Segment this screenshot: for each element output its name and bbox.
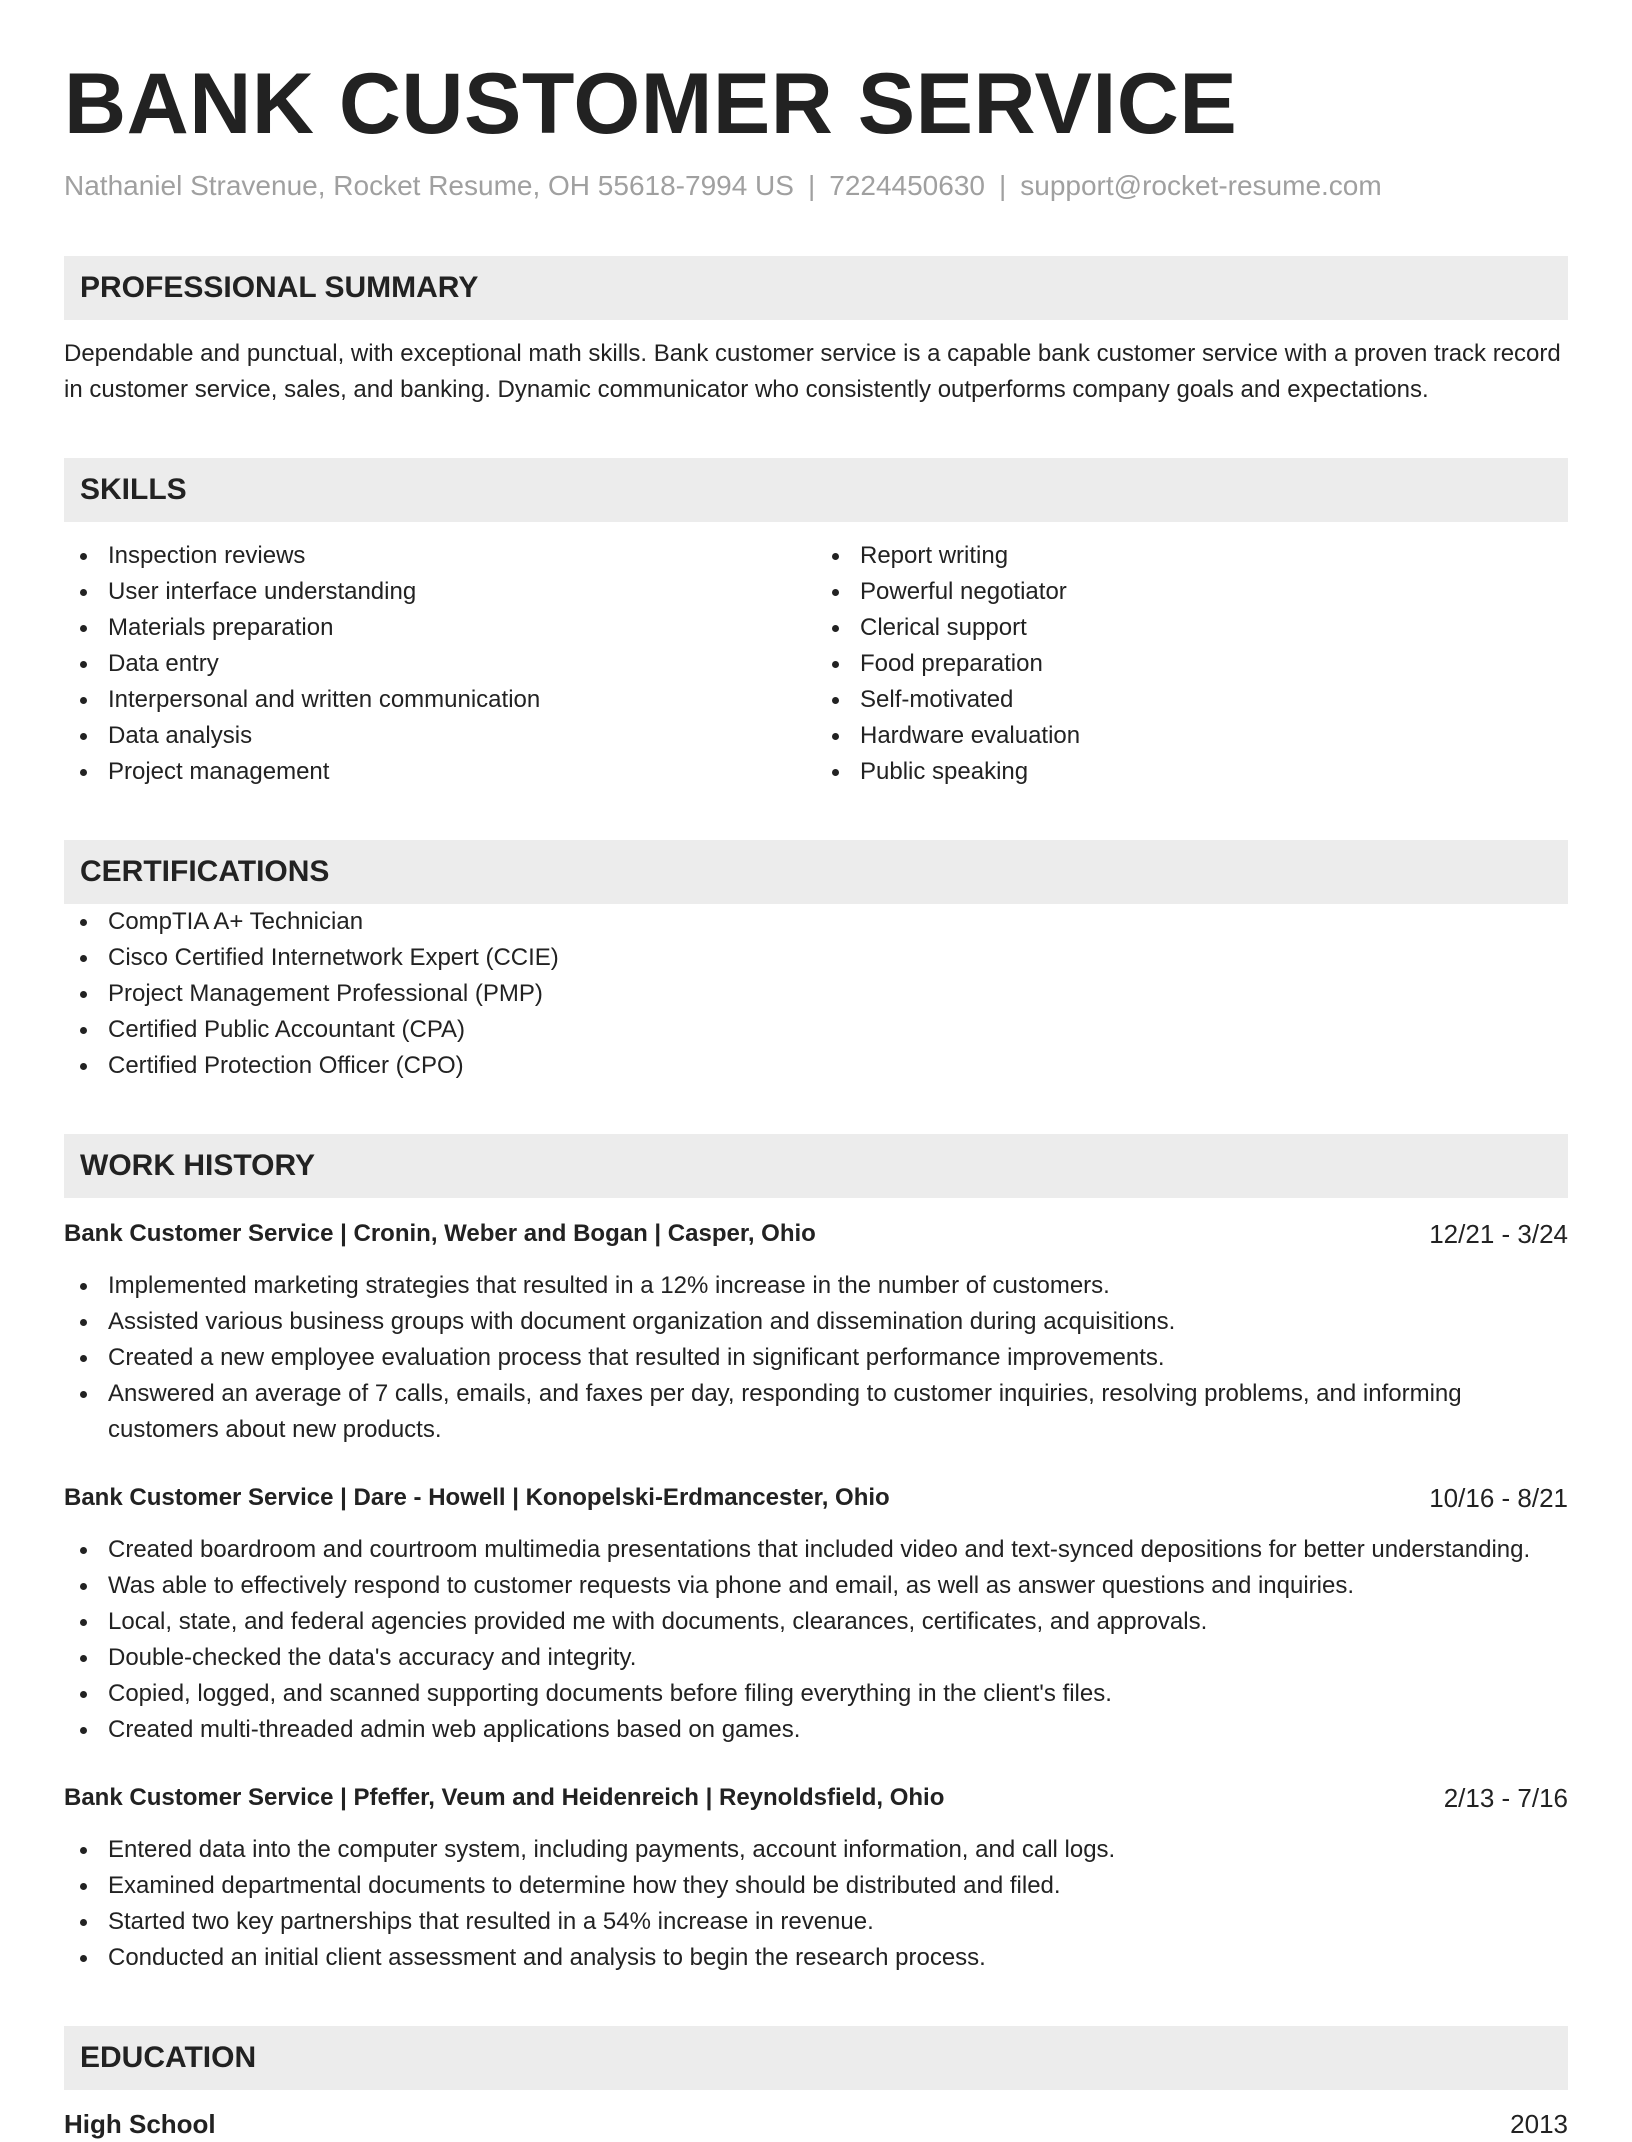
job-bullet: Was able to effectively respond to customer requests via phone and email, as well as answer questions and inquiries. — [64, 1568, 1568, 1604]
job-bullet: Conducted an initial client assessment and analysis to begin the research process. — [64, 1940, 1568, 1976]
job-title: Bank Customer Service | Dare - Howell | Konopelski-Erdmancester, Ohio — [64, 1484, 890, 1511]
job-entry — [64, 1780, 1568, 1976]
certification-item: Project Management Professional (PMP) — [64, 976, 1568, 1012]
skills-column-right — [816, 538, 1568, 790]
job-bullet: Assisted various business groups with document organization and dissemination during acquisitions. — [64, 1304, 1568, 1340]
job-entry — [64, 1216, 1568, 1448]
job-bullet: Copied, logged, and scanned supporting documents before filing everything in the client's files. — [64, 1676, 1568, 1712]
contact-phone: 7224450630 — [829, 170, 985, 201]
skill-item: Data analysis — [64, 718, 816, 754]
summary-heading: PROFESSIONAL SUMMARY — [64, 256, 1568, 320]
skill-item: Food preparation — [816, 646, 1568, 682]
job-bullets — [64, 1832, 1568, 1976]
job-bullet: Entered data into the computer system, including payments, account information, and call logs. — [64, 1832, 1568, 1868]
job-bullets — [64, 1268, 1568, 1448]
job-bullet: Started two key partnerships that resulted in a 54% increase in revenue. — [64, 1904, 1568, 1940]
education-year: 2013 — [1510, 2109, 1568, 2139]
skill-item: Clerical support — [816, 610, 1568, 646]
job-title: Bank Customer Service | Cronin, Weber and Bogan | Casper, Ohio — [64, 1220, 816, 1247]
skill-item: Report writing — [816, 538, 1568, 574]
job-header — [64, 1480, 1568, 1516]
skill-item: Inspection reviews — [64, 538, 816, 574]
contact-line — [64, 168, 1568, 204]
job-dates: 2/13 - 7/16 — [1443, 1783, 1568, 1813]
work-history-heading: WORK HISTORY — [64, 1134, 1568, 1198]
skill-item: Self-motivated — [816, 682, 1568, 718]
job-bullet: Created a new employee evaluation process that resulted in significant performance improvements. — [64, 1340, 1568, 1376]
job-bullet: Implemented marketing strategies that resulted in a 12% increase in the number of customers. — [64, 1268, 1568, 1304]
education-heading: EDUCATION — [64, 2026, 1568, 2090]
certification-item: Cisco Certified Internetwork Expert (CCIE) — [64, 940, 1568, 976]
job-bullet: Examined departmental documents to determine how they should be distributed and filed. — [64, 1868, 1568, 1904]
job-bullets — [64, 1532, 1568, 1748]
job-bullet: Double-checked the data's accuracy and integrity. — [64, 1640, 1568, 1676]
skill-item: Project management — [64, 754, 816, 790]
job-dates: 12/21 - 3/24 — [1429, 1219, 1568, 1249]
skill-item: Public speaking — [816, 754, 1568, 790]
contact-email[interactable]: support@rocket-resume.com — [1020, 170, 1382, 201]
summary-text: Dependable and punctual, with exceptional math skills. Bank customer service is a capable bank customer service with a proven track record in customer service, sales, and banking. Dynamic communicator who consistently outperforms company goals and expectations. — [64, 340, 1561, 403]
skill-item: User interface understanding — [64, 574, 816, 610]
job-title: Bank Customer Service | Pfeffer, Veum and Heidenreich | Reynoldsfield, Ohio — [64, 1784, 945, 1811]
skill-item: Hardware evaluation — [816, 718, 1568, 754]
job-bullet: Local, state, and federal agencies provided me with documents, clearances, certificates, and approvals. — [64, 1604, 1568, 1640]
contact-separator: | — [807, 170, 816, 201]
education-degree: High School — [64, 2109, 216, 2139]
job-entry — [64, 1480, 1568, 1748]
job-dates: 10/16 - 8/21 — [1429, 1483, 1568, 1513]
certifications-heading: CERTIFICATIONS — [64, 840, 1568, 904]
job-bullet: Answered an average of 7 calls, emails, and faxes per day, responding to customer inquiries, resolving problems, and informing customers about new products. — [64, 1376, 1568, 1448]
skills-column-left — [64, 538, 816, 790]
skills-list — [64, 538, 1568, 790]
job-header — [64, 1216, 1568, 1252]
skill-item: Materials preparation — [64, 610, 816, 646]
certification-item: Certified Protection Officer (CPO) — [64, 1048, 1568, 1084]
skill-item: Data entry — [64, 646, 816, 682]
education-entry — [64, 2106, 1568, 2142]
certifications-list — [64, 904, 1568, 1084]
skill-item: Interpersonal and written communication — [64, 682, 816, 718]
certification-item: Certified Public Accountant (CPA) — [64, 1012, 1568, 1048]
contact-separator: | — [998, 170, 1007, 201]
job-header — [64, 1780, 1568, 1816]
skill-item: Powerful negotiator — [816, 574, 1568, 610]
certification-item: CompTIA A+ Technician — [64, 904, 1568, 940]
job-bullet: Created multi-threaded admin web applications based on games. — [64, 1712, 1568, 1748]
skills-heading: SKILLS — [64, 458, 1568, 522]
job-bullet: Created boardroom and courtroom multimedia presentations that included video and text-synced depositions for better understanding. — [64, 1532, 1568, 1568]
contact-address: Nathaniel Stravenue, Rocket Resume, OH 55618-7994 US — [64, 170, 794, 201]
resume-title: BANK CUSTOMER SERVICE — [64, 56, 1238, 152]
